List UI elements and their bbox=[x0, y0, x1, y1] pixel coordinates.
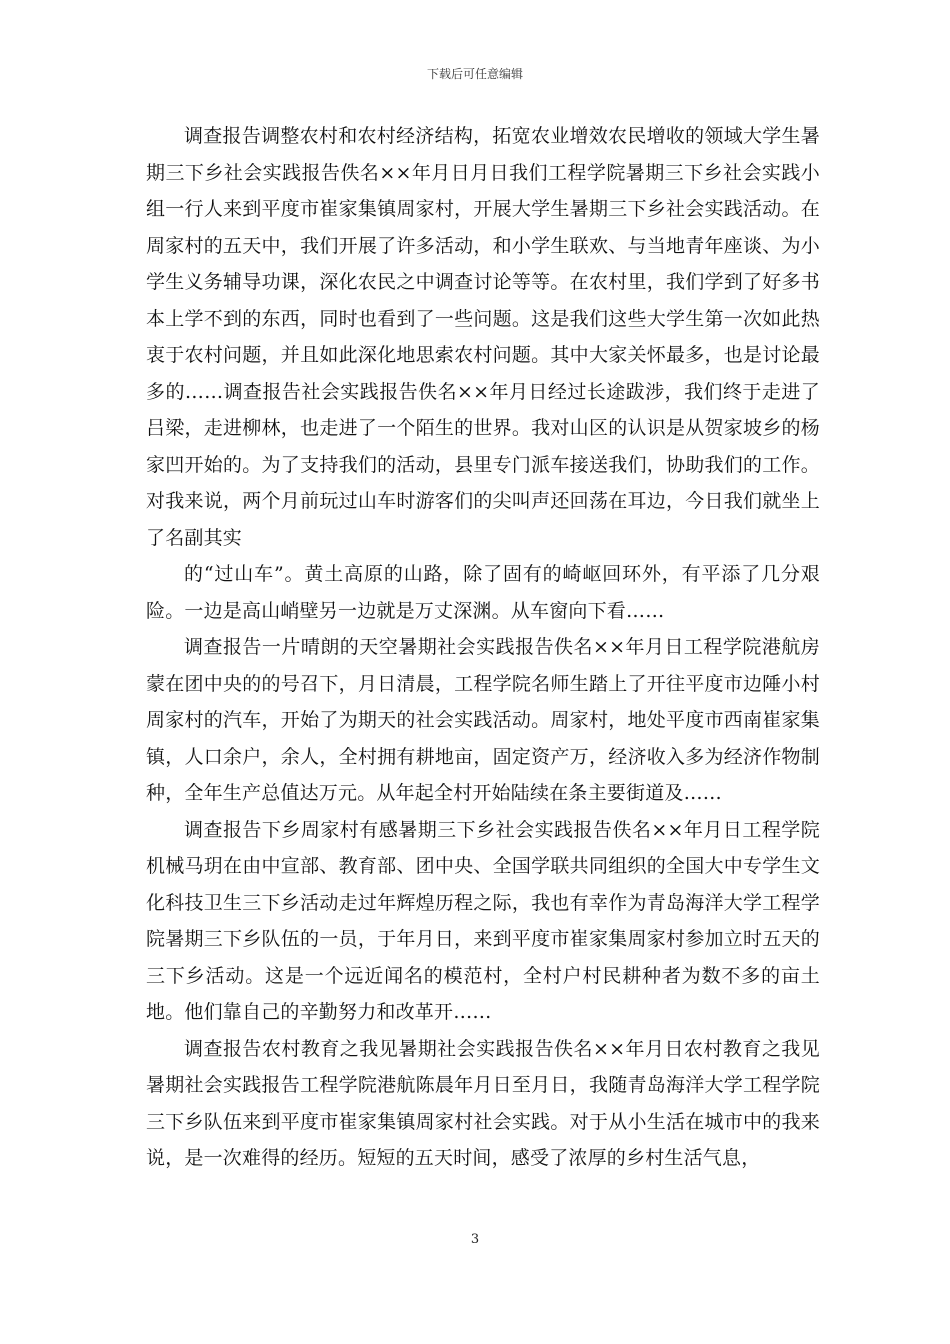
document-body bbox=[146, 118, 820, 1177]
paragraph: 的“过山车”。黄土高原的山路，除了固有的崎岖回环外，有平添了几分艰险。一边是高山峭壁另一边就是万丈深渊。从车窗向下看…… bbox=[146, 563, 820, 622]
paragraph: 调查报告下乡周家村有感暑期三下乡社会实践报告佚名××年月日工程学院机械马玥在由中宣部、教育部、团中央、全国学联共同组织的全国大中专学生文化科技卫生三下乡活动走过年辉煌历程之际，我也有幸作为青岛海洋大学工程学院暑期三下乡队伍的一员，于年月日，来到平度市崔家集周家村参加立时五天的三下乡活动。这是一个远近闻名的模范村，全村户村民耕种者为数不多的亩土地。他们靠自己的辛勤努力和改革开…… bbox=[146, 818, 820, 1023]
paragraph: 调查报告农村教育之我见暑期社会实践报告佚名××年月日农村教育之我见暑期社会实践报告工程学院港航陈晨年月日至月日，我随青岛海洋大学工程学院三下乡队伍来到平度市崔家集镇周家村社会实践。对于从小生活在城市中的我来说，是一次难得的经历。短短的五天时间，感受了浓厚的乡村生活气息， bbox=[146, 1037, 820, 1169]
paragraph: 调查报告一片晴朗的天空暑期社会实践报告佚名××年月日工程学院港航房蒙在团中央的的号召下，月日清晨，工程学院名师生踏上了开往平度市边陲小村周家村的汽车，开始了为期天的社会实践活动。周家村，地处平度市西南崔家集镇，人口余户，余人，全村拥有耕地亩，固定资产万，经济收入多为经济作物制种，全年生产总值达万元。从年起全村开始陆续在条主要街道及…… bbox=[146, 636, 820, 804]
page-header: 下载后可任意编辑 bbox=[426, 67, 523, 81]
page-number: 3 bbox=[470, 1232, 480, 1247]
paragraph: 调查报告调整农村和农村经济结构，拓宽农业增效农民增收的领域大学生暑期三下乡社会实践报告佚名××年月日月日我们工程学院暑期三下乡社会实践小组一行人来到平度市崔家集镇周家村，开展大学生暑期三下乡社会实践活动。在周家村的五天中，我们开展了许多活动，和小学生联欢、与当地青年座谈、为小学生义务辅导功课，深化农民之中调查讨论等等。在农村里，我们学到了好多书本上学不到的东西，同时也看到了一些问题。这是我们这些大学生第一次如此热衷于农村问题，并且如此深化地思索农村问题。其中大家关怀最多，也是讨论最多的……调查报告社会实践报告佚名××年月日经过长途跋涉，我们终于走进了吕梁，走进柳林，也走进了一个陌生的世界。我对山区的认识是从贺家坡乡的杨家凹开始的。为了支持我们的活动，县里专门派车接送我们，协助我们的工作。对我来说，两个月前玩过山车时游客们的尖叫声还回荡在耳边，今日我们就坐上了名副其实 bbox=[146, 125, 820, 549]
